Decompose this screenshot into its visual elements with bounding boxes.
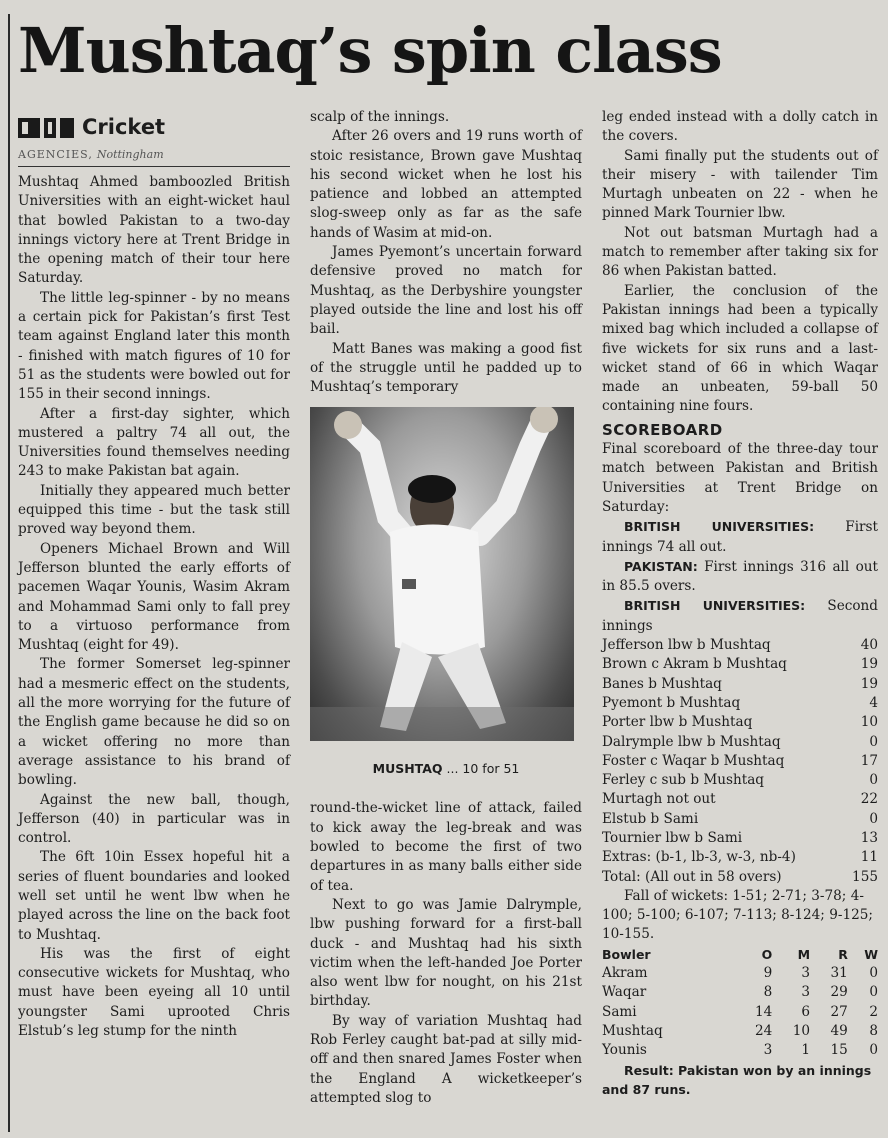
paragraph: scalp of the innings. (310, 109, 450, 125)
overs: 8 (763, 984, 773, 1001)
bowler-name: Younis (602, 1042, 647, 1059)
celebrating-player-icon (310, 407, 574, 741)
maidens: 6 (801, 1003, 811, 1020)
runs: 49 (830, 1022, 848, 1039)
scoreboard-heading: SCOREBOARD (602, 420, 723, 439)
batsman-runs: 13 (860, 829, 878, 846)
first-innings-summary (602, 517, 878, 557)
byline-location: Nottingham (96, 148, 164, 161)
paragraph: Not out batsman Murtagh had a match to remember after taking six for 86 when Pakistan batted. (602, 224, 878, 280)
batsman-runs: 4 (869, 694, 878, 711)
article-column-2 (310, 108, 582, 1108)
total-runs: 155 (852, 868, 878, 885)
newspaper-logo-icon (18, 116, 76, 140)
batting-row (602, 636, 878, 655)
column-header: M (797, 946, 811, 962)
bowling-table (602, 945, 878, 1061)
batsman-dismissal: Dalrymple lbw b Mushtaq (602, 733, 781, 750)
paragraph: Mushtaq Ahmed bamboozled British Universities with an eight-wicket haul that bowled Pakistan to a two-day innings victory here at Trent Bridge in the opening match of their tour here Saturday. (18, 174, 290, 287)
batting-row (602, 752, 878, 771)
maidens: 10 (792, 1022, 811, 1039)
paragraph: leg ended instead with a dolly catch in the covers. (602, 109, 878, 145)
extras-row (602, 848, 878, 867)
team-name: BRITISH UNIVERSITIES: (624, 519, 815, 535)
paragraph: Next to go was Jamie Dalrymple, lbw pushing forward for a first-ball duck - and Mushtaq had his sixth victim when the left-handed Joe Porter also went lbw for nought, on his 21st birthday. (310, 896, 582, 1010)
paragraph: Sami finally put the students out of their misery - with tailender Tim Murtagh unbeaten on 22 - when he pinned Mark Tournier lbw. (602, 147, 878, 222)
batsman-dismissal: Ferley c sub b Mushtaq (602, 772, 765, 789)
paragraph: The former Somerset leg-spinner had a mesmeric effect on the students, all the more worrying for the future of the English game because he did so on a wicket offering no more than average assistance to his brand of bowling. (18, 656, 290, 789)
column-header: W (864, 946, 878, 962)
innings-text: First innings 74 all out. (602, 519, 878, 555)
byline-agency: AGENCIES, (18, 148, 93, 161)
headline: Mushtaq’s spin class (18, 14, 722, 87)
batting-row (602, 771, 878, 790)
column-header: O (761, 946, 773, 962)
article-column-1 (18, 112, 290, 1041)
total-label: Total: (All out in 58 overs) (602, 868, 782, 885)
wickets: 0 (869, 1042, 878, 1059)
column-header: R (838, 946, 848, 962)
batting-row (602, 655, 878, 674)
bowler-name: Mushtaq (602, 1022, 663, 1039)
team-name: BRITISH UNIVERSITIES: (624, 598, 806, 614)
batsman-runs: 0 (869, 772, 878, 789)
runs: 31 (830, 965, 848, 982)
overs: 24 (754, 1022, 773, 1039)
batsman-dismissal: Tournier lbw b Sami (602, 829, 743, 846)
batting-row (602, 694, 878, 713)
batsman-dismissal: Porter lbw b Mushtaq (602, 714, 753, 731)
bowling-row (602, 1041, 878, 1060)
overs: 9 (763, 965, 773, 982)
batting-row (602, 675, 878, 694)
bowling-row (602, 964, 878, 983)
batsman-runs: 40 (860, 637, 878, 654)
column-header: Bowler (602, 946, 651, 962)
batsman-dismissal: Pyemont b Mushtaq (602, 694, 741, 711)
batting-card (602, 636, 878, 887)
batsman-dismissal: Elstub b Sami (602, 810, 699, 827)
batsman-dismissal: Banes b Mushtaq (602, 675, 722, 692)
paragraph: Earlier, the conclusion of the Pakistan innings had been a typically mixed bag which included a collapse of five wickets for six runs and a last-wicket stand of 66 in which Waqar made an unbeaten, 59-ball 50 containing nine fours. (602, 282, 878, 415)
fall-of-wickets: Fall of wickets: 1-51; 2-71; 3-78; 4-100; 5-100; 6-107; 7-113; 8-124; 9-125; 10-155. (602, 887, 873, 943)
batsman-runs: 0 (869, 810, 878, 827)
column-rule (8, 14, 10, 1132)
byline (18, 144, 290, 167)
batting-row (602, 713, 878, 732)
paragraph: The little leg-spinner - by no means a certain pick for Pakistan’s first Test team against England later this month - finished with match figures of 10 for 51 as the students were bowled out for 155 in their second innings. (18, 289, 290, 403)
batsman-runs: 19 (860, 656, 878, 673)
runs: 15 (830, 1042, 848, 1059)
innings-text: Second innings (602, 598, 878, 634)
section-name: Cricket (82, 115, 166, 140)
batsman-dismissal: Jefferson lbw b Mushtaq (602, 637, 771, 654)
paragraph: By way of variation Mushtaq had Rob Ferley caught bat-pad at silly mid-off and then snared James Foster when the England A wicketkeeper’s attempted slog to (310, 1012, 582, 1106)
batsman-runs: 10 (860, 714, 878, 731)
wickets: 0 (869, 965, 878, 982)
wickets: 8 (869, 1022, 878, 1039)
paragraph: round-the-wicket line of attack, failed to kick away the leg-break and was bowled to become the first of two departures in as many balls either side of tea. (310, 800, 582, 894)
pakistan-innings-summary (602, 557, 878, 597)
scoreboard-intro: Final scoreboard of the three-day tour match between Pakistan and British Universities at Trent Bridge on Saturday: (602, 441, 878, 515)
batsman-runs: 19 (860, 675, 878, 692)
match-result: Result: Pakistan won by an innings and 87 runs. (602, 1062, 872, 1097)
paragraph: After a first-day sighter, which mustered a paltry 74 all out, the Universities found themselves needing 243 to make Pakistan bat again. (18, 405, 290, 480)
overs: 14 (754, 1003, 773, 1020)
batsman-runs: 0 (869, 733, 878, 750)
extras-runs: 11 (860, 849, 878, 866)
wickets: 2 (869, 1003, 878, 1020)
team-name: PAKISTAN: (624, 558, 698, 574)
second-innings-heading (602, 596, 878, 636)
paragraph: Initially they appeared much better equipped this time - but the task still proved way beyond them. (18, 482, 290, 538)
column-2-continued (310, 799, 582, 1108)
batsman-dismissal: Foster c Waqar b Mushtaq (602, 752, 785, 769)
photo-mushtaq (310, 407, 574, 741)
paragraph: Against the new ball, though, Jefferson (40) in particular was in control. (18, 791, 290, 847)
caption-text: ... 10 for 51 (442, 761, 520, 777)
paragraph: After 26 overs and 19 runs worth of stoic resistance, Brown gave Mushtaq his second wicket when he lost his patience and lobbed an attempted slog-sweep only as far as the safe hands of Wasim at mid-on. (310, 128, 582, 241)
maidens: 3 (801, 965, 811, 982)
paragraph: Matt Banes was making a good fist of the struggle until he padded up to Mushtaq’s temporary (310, 340, 582, 396)
caption-name: MUSHTAQ (372, 761, 443, 777)
bowler-name: Waqar (602, 984, 647, 1001)
innings-text: First innings 316 all out in 85.5 overs. (602, 558, 878, 595)
batting-row (602, 733, 878, 752)
runs: 29 (830, 984, 848, 1001)
batting-row (602, 829, 878, 848)
batsman-dismissal: Brown c Akram b Mushtaq (602, 656, 787, 673)
batsman-dismissal: Murtagh not out (602, 791, 716, 808)
bowling-header-row (602, 945, 878, 964)
overs: 3 (763, 1042, 773, 1059)
batsman-runs: 17 (860, 752, 878, 769)
bowler-name: Akram (602, 965, 648, 982)
article-column-3 (602, 108, 878, 1099)
section-header (18, 112, 290, 144)
bowling-row (602, 1003, 878, 1022)
batting-row (602, 790, 878, 809)
maidens: 1 (801, 1042, 811, 1059)
paragraph: The 6ft 10in Essex hopeful hit a series of fluent boundaries and looked well set until he went lbw when he played across the line on the back foot to Mushtaq. (18, 849, 290, 943)
extras-label: Extras: (b-1, lb-3, w-3, nb-4) (602, 849, 796, 866)
runs: 27 (830, 1003, 848, 1020)
maidens: 3 (801, 984, 811, 1001)
paragraph: James Pyemont’s uncertain forward defensive proved no match for Mushtaq, as the Derbyshire youngster played outside the line and lost his off bail. (310, 244, 582, 338)
batting-row (602, 810, 878, 829)
bowling-row (602, 1022, 878, 1041)
batsman-runs: 22 (860, 791, 878, 808)
total-row (602, 868, 878, 887)
paragraph: Openers Michael Brown and Will Jefferson blunted the early efforts of pacemen Waqar Younis, Wasim Akram and Mohammad Sami only to fall prey to a virtuoso performance from Mushtaq (eight for 49). (18, 540, 290, 654)
paragraph: His was the first of eight consecutive wickets for Mushtaq, who must have been eyeing all 10 until youngster Sami uprooted Chris Elstub’s leg stump for the ninth (18, 945, 290, 1040)
photo-caption (310, 759, 582, 779)
bowler-name: Sami (602, 1003, 637, 1020)
wickets: 0 (869, 984, 878, 1001)
bowling-row (602, 983, 878, 1002)
